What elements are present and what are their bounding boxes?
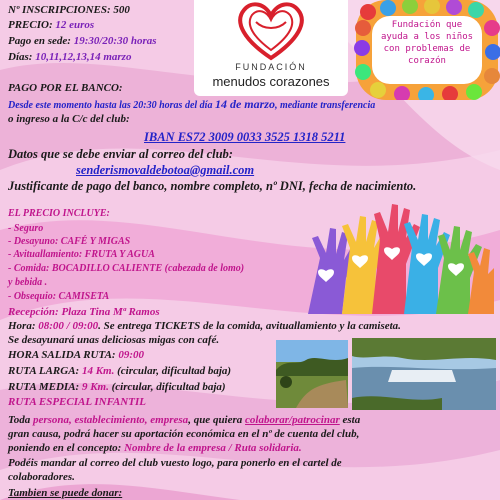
ruta-larga-km: 14 Km. [81,365,115,377]
ruta-media-desc: (circular, dificultad baja) [108,381,226,393]
desayuno-text: Se desayunará unas deliciosas migas con café. [8,334,220,346]
incluye-item: y bebida . [8,277,48,288]
hands-icon [298,198,494,314]
incluye-item: - Avituallamiento: FRUTA Y AGUA [8,249,155,260]
incluye-title: EL PRECIO INCLUYE: [8,208,110,219]
fundacion-badge [354,0,500,100]
colabora-line6: Tambien se puede donar: [8,487,123,499]
landscape-photo-icon [276,340,348,408]
ruta-media-label: RUTA MEDIA: [8,381,82,393]
precio-label: PRECIO: [8,19,53,31]
iban-text: IBAN ES72 3009 0033 3525 1318 5211 [144,130,346,144]
justificante-text: Justificante de pago del banco, nombre completo, nº DNI, fecha de nacimiento. [8,179,417,193]
pago-line [8,36,157,47]
incluye-item: - Desayuno: CAFÉ Y MIGAS [8,236,131,247]
banco-line1-c: , mediante transferencia [274,100,376,111]
dias-line [8,52,131,63]
precio-line [8,20,94,31]
salida-label: HORA SALIDA RUTA: [8,349,119,361]
badge-line2: ayuda a los niños [380,32,474,42]
banco-date: 14 de marzo [214,97,275,111]
colabora-line2: gran causa, podrá hacer su aportación económica en el nº de cuenta del club, [8,428,360,440]
email-link[interactable]: senderismovaldebotoa@gmail.com [76,163,255,177]
badge-line1: Fundación que [391,20,463,30]
colabora-p3a: poniendo en el concepto: [8,442,125,454]
river-photo-icon [352,338,496,410]
incluye-item: - Seguro [8,223,44,234]
colabora-p1e: esta [339,414,361,426]
banco-title: PAGO POR EL BANCO: [8,82,123,94]
ruta-larga-label: RUTA LARGA: [8,365,82,377]
ruta-media-km: 9 Km. [81,381,109,393]
ruta-larga-line [8,366,231,377]
colabora-line4: Podéis mandar al correo del club vuesto logo, para ponerlo en el cartel de [8,457,342,469]
colabora-concepto: Nombre de la empresa / Ruta solidaria. [124,442,302,454]
salida-value: 09:00 [118,349,145,361]
colabora-line1 [8,415,360,426]
hora-line [8,321,401,332]
colabora-p1a: Toda [8,414,33,426]
dias-value: 10,11,12,13,14 marzo [35,51,132,63]
badge-text [372,19,482,67]
precio-value: 12 euros [55,19,95,31]
colabora-line5: colaboradores. [8,471,75,483]
recepcion-text: Recepción: Plaza Tina Mª Ramos [8,306,160,318]
ruta-infantil-text: RUTA ESPECIAL INFANTIL [8,396,146,408]
badge-line3: con problemas de [383,44,471,54]
hora-desc: . Se entrega TICKETS de la comida, avituallamiento y la camiseta. [98,320,401,332]
river-photo [352,338,496,410]
dias-label: Días: [8,51,33,63]
ruta-media-line [8,382,226,393]
logo-line1: FUNDACIÓN [235,62,307,72]
badge-line4: corazón [408,56,446,66]
raised-hands-illustration [298,198,494,314]
colabora-who: persona, establecimiento, empresa [32,414,189,426]
banco-line1 [8,98,375,111]
datos-text: Datos que se debe enviar al correo del club: [8,147,233,161]
trail-photo [276,340,348,408]
fundacion-logo [194,0,348,96]
incluye-item: - Obsequio: CAMISETA [8,291,110,302]
colabora-line3 [8,443,302,454]
banco-line1-a: Desde este momento hasta las 20:30 horas del día [8,100,215,111]
colabora-action: colaborar/patrocinar [245,414,340,426]
logo-line2: menudos corazones [212,74,330,89]
inscripciones-text: Nº INSCRIPCIONES: 500 [8,4,130,16]
incluye-item: - Comida: BOCADILLO CALIENTE (cabezada de lomo) [8,263,245,274]
hora-label: Hora: [8,320,39,332]
banco-line2: o ingreso a la C/c del club: [8,113,130,125]
colabora-p1c: , que quiera [188,414,246,426]
salida-line [8,350,144,361]
pago-label: Pago en sede: [8,35,71,47]
hora-value: 08:00 / 09:00 [38,320,99,332]
pago-value: 19:30/20:30 horas [73,35,157,47]
ruta-larga-desc: (circular, dificultad baja) [114,365,232,377]
